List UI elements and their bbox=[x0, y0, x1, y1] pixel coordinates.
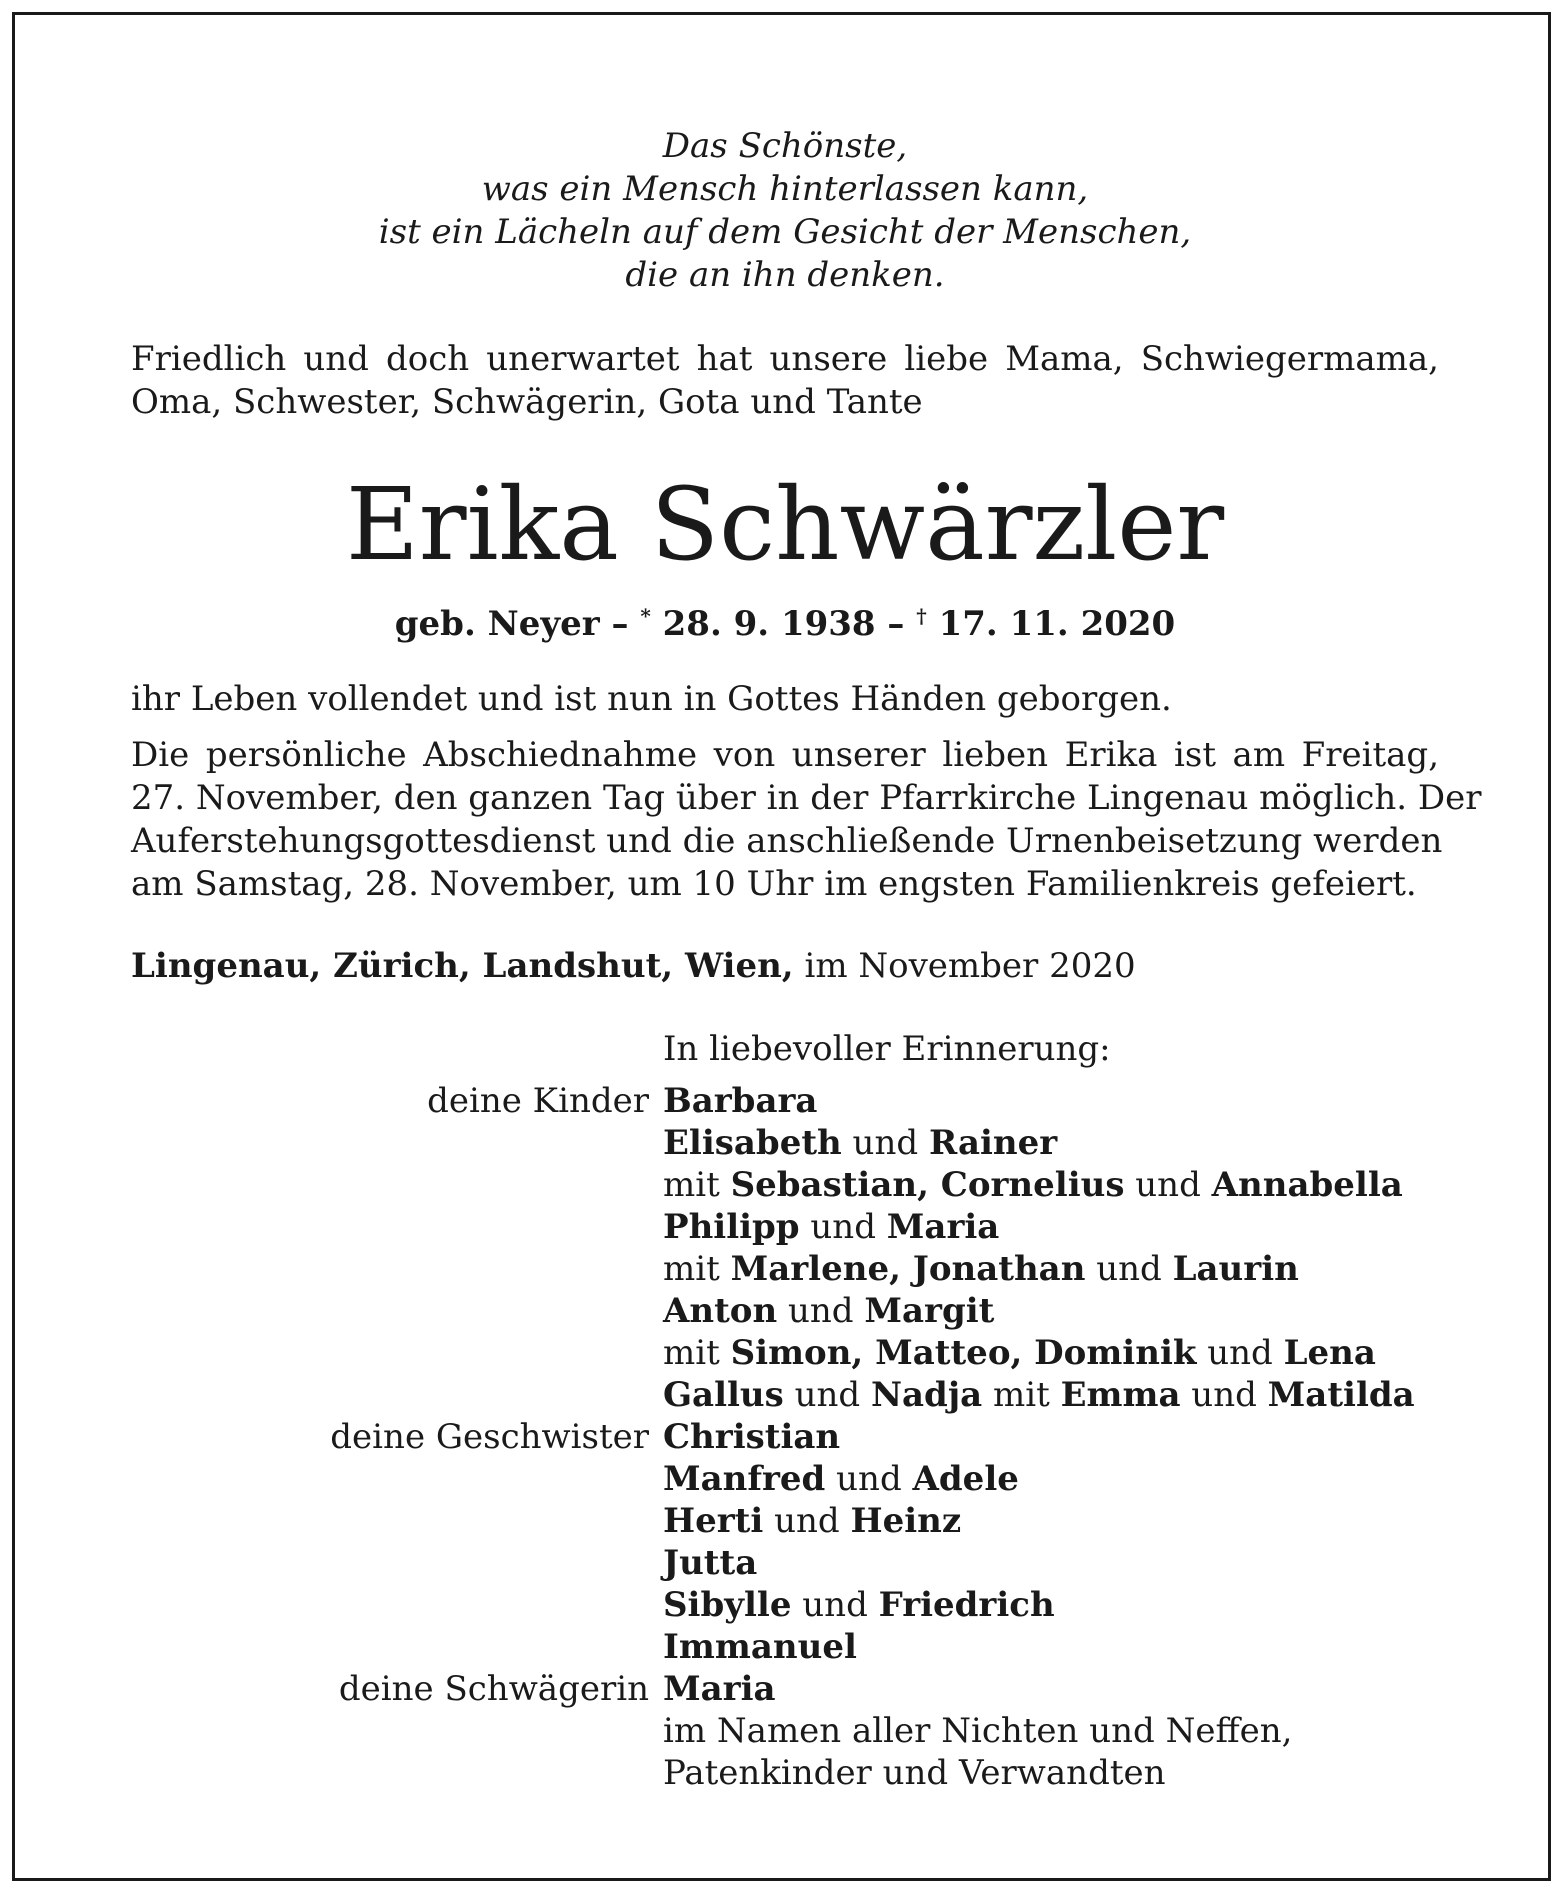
mourners-list bbox=[131, 1080, 1439, 1794]
quote-line: was ein Mensch hinterlassen kann, bbox=[481, 169, 1089, 209]
mourner-name: Maria bbox=[663, 1669, 776, 1709]
death-symbol: † bbox=[916, 604, 927, 628]
mourner-name: Adele bbox=[912, 1459, 1019, 1499]
mourner-names bbox=[663, 1206, 999, 1248]
ceremony-line: am Samstag, 28. November, um 10 Uhr im engsten Familienkreis gefeiert. bbox=[131, 864, 1417, 904]
mourner-row bbox=[131, 1710, 1439, 1752]
closing-line-paragraph bbox=[131, 678, 1439, 721]
mourner-name: Heinz bbox=[850, 1501, 962, 1541]
mourner-row bbox=[131, 1626, 1439, 1668]
mourner-name: Friedrich bbox=[878, 1585, 1055, 1625]
mourner-names bbox=[663, 1122, 1057, 1164]
quote-line: ist ein Lächeln auf dem Gesicht der Menschen, bbox=[378, 212, 1192, 252]
mourner-relation-label: deine Kinder bbox=[427, 1081, 649, 1121]
connector-text: und bbox=[1180, 1375, 1268, 1415]
mourner-row bbox=[131, 1206, 1439, 1248]
connector-text: und bbox=[1085, 1249, 1173, 1289]
ceremony-line: Die persönliche Abschiednahme von unserer lieben Erika ist am Freitag, bbox=[131, 735, 1439, 775]
announcement-line: Friedlich und doch unerwartet hat unsere liebe Mama, Schwiegermama, bbox=[131, 339, 1439, 379]
mourner-row bbox=[131, 1458, 1439, 1500]
ceremony-paragraph bbox=[131, 734, 1482, 906]
connector-text: und bbox=[777, 1291, 865, 1331]
connector-text: mit bbox=[663, 1333, 731, 1373]
quote-line: Das Schönste, bbox=[662, 126, 908, 166]
mourner-relation-label: deine Geschwister bbox=[330, 1417, 649, 1457]
mourner-names bbox=[663, 1164, 1403, 1206]
connector-text: und bbox=[791, 1585, 879, 1625]
mourner-name: Herti bbox=[663, 1501, 764, 1541]
closing-line: ihr Leben vollendet und ist nun in Gottes Händen geborgen. bbox=[131, 679, 1172, 719]
mourner-name: Annabella bbox=[1211, 1165, 1403, 1205]
mourner-name: Anton bbox=[663, 1291, 778, 1331]
mourner-row bbox=[131, 1752, 1439, 1794]
mourner-names bbox=[663, 1626, 857, 1668]
mourner-names bbox=[663, 1416, 840, 1458]
mourner-names bbox=[663, 1668, 776, 1710]
mourner-row bbox=[131, 1122, 1439, 1164]
mourner-row bbox=[131, 1500, 1439, 1542]
mourner-row bbox=[131, 1290, 1439, 1332]
connector-text: und bbox=[841, 1123, 929, 1163]
mourner-row bbox=[131, 1248, 1439, 1290]
connector-text: und bbox=[1196, 1333, 1284, 1373]
connector-text: und bbox=[763, 1501, 851, 1541]
mourner-name: Philipp bbox=[663, 1207, 800, 1247]
announcement-paragraph bbox=[131, 338, 1439, 424]
ceremony-line: Auferstehungsgottesdienst und die anschließende Urnenbeisetzung werden bbox=[131, 821, 1443, 861]
mourner-name: Emma bbox=[1060, 1375, 1181, 1415]
mourner-names bbox=[663, 1080, 817, 1122]
connector-text: und bbox=[783, 1375, 871, 1415]
place-and-date bbox=[131, 944, 1136, 988]
mourner-name: Nadja bbox=[870, 1375, 983, 1415]
mourner-names bbox=[663, 1542, 757, 1584]
mourner-names bbox=[663, 1500, 961, 1542]
mourner-row bbox=[131, 1542, 1439, 1584]
memorial-quote bbox=[131, 125, 1439, 297]
mourner-names bbox=[663, 1290, 994, 1332]
connector-text: und bbox=[799, 1207, 887, 1247]
birth-date: 28. 9. 1938 – bbox=[662, 604, 905, 644]
life-dates bbox=[131, 594, 1439, 646]
mourner-names bbox=[663, 1248, 1299, 1290]
connector-text: im Namen aller Nichten und Neffen, bbox=[663, 1711, 1293, 1751]
mourner-name: Rainer bbox=[928, 1123, 1058, 1163]
mourner-name: Christian bbox=[663, 1417, 841, 1457]
places: Lingenau, Zürich, Landshut, Wien, bbox=[131, 946, 794, 986]
connector-text: mit bbox=[663, 1249, 731, 1289]
mourner-names bbox=[663, 1752, 1166, 1794]
mourner-relation-label: deine Schwägerin bbox=[338, 1669, 649, 1709]
connector-text: mit bbox=[663, 1165, 731, 1205]
date: im November 2020 bbox=[804, 946, 1136, 986]
mourner-name: Sebastian, Cornelius bbox=[730, 1165, 1125, 1205]
mourner-row bbox=[131, 1164, 1439, 1206]
deceased-name: Erika Schwärzler bbox=[345, 466, 1225, 583]
mourner-name: Jutta bbox=[663, 1543, 758, 1583]
mourner-name: Laurin bbox=[1172, 1249, 1299, 1289]
mourners-intro: In liebevoller Erinnerung: bbox=[663, 1029, 1111, 1069]
mourner-name: Immanuel bbox=[663, 1627, 857, 1667]
mourner-row bbox=[131, 1584, 1439, 1626]
mourner-name: Barbara bbox=[663, 1081, 818, 1121]
connector-text: Patenkinder und Verwandten bbox=[663, 1753, 1166, 1793]
mourner-name: Sibylle bbox=[663, 1585, 792, 1625]
ceremony-line: 27. November, den ganzen Tag über in der Pfarrkirche Lingenau möglich. Der bbox=[131, 778, 1482, 818]
mourner-name: Elisabeth bbox=[663, 1123, 842, 1163]
mourner-name: Manfred bbox=[663, 1459, 826, 1499]
mourner-name: Lena bbox=[1283, 1333, 1376, 1373]
connector-text: und bbox=[1124, 1165, 1212, 1205]
announcement-line: Oma, Schwester, Schwägerin, Gota und Tante bbox=[131, 382, 923, 422]
mourner-name: Gallus bbox=[663, 1375, 784, 1415]
mourner-name: Margit bbox=[864, 1291, 995, 1331]
birth-symbol: * bbox=[640, 604, 651, 628]
mourner-names bbox=[663, 1458, 1019, 1500]
mourner-row bbox=[131, 1416, 1439, 1458]
mourner-names bbox=[663, 1374, 1415, 1416]
mourner-names bbox=[663, 1584, 1055, 1626]
mourner-name: Matilda bbox=[1267, 1375, 1415, 1415]
death-date: 17. 11. 2020 bbox=[938, 604, 1176, 644]
mourner-names bbox=[663, 1332, 1376, 1374]
mourner-row bbox=[131, 1080, 1439, 1122]
mourner-names bbox=[663, 1710, 1292, 1752]
mourner-name: Marlene, Jonathan bbox=[730, 1249, 1086, 1289]
mourner-row bbox=[131, 1668, 1439, 1710]
mourner-name: Simon, Matteo, Dominik bbox=[730, 1333, 1197, 1373]
mourner-row bbox=[131, 1374, 1439, 1416]
mourner-row bbox=[131, 1332, 1439, 1374]
mourner-name: Maria bbox=[886, 1207, 1000, 1247]
maiden-name: geb. Neyer – bbox=[394, 604, 629, 644]
connector-text: mit bbox=[982, 1375, 1061, 1415]
connector-text: und bbox=[825, 1459, 913, 1499]
quote-line: die an ihn denken. bbox=[625, 255, 945, 295]
